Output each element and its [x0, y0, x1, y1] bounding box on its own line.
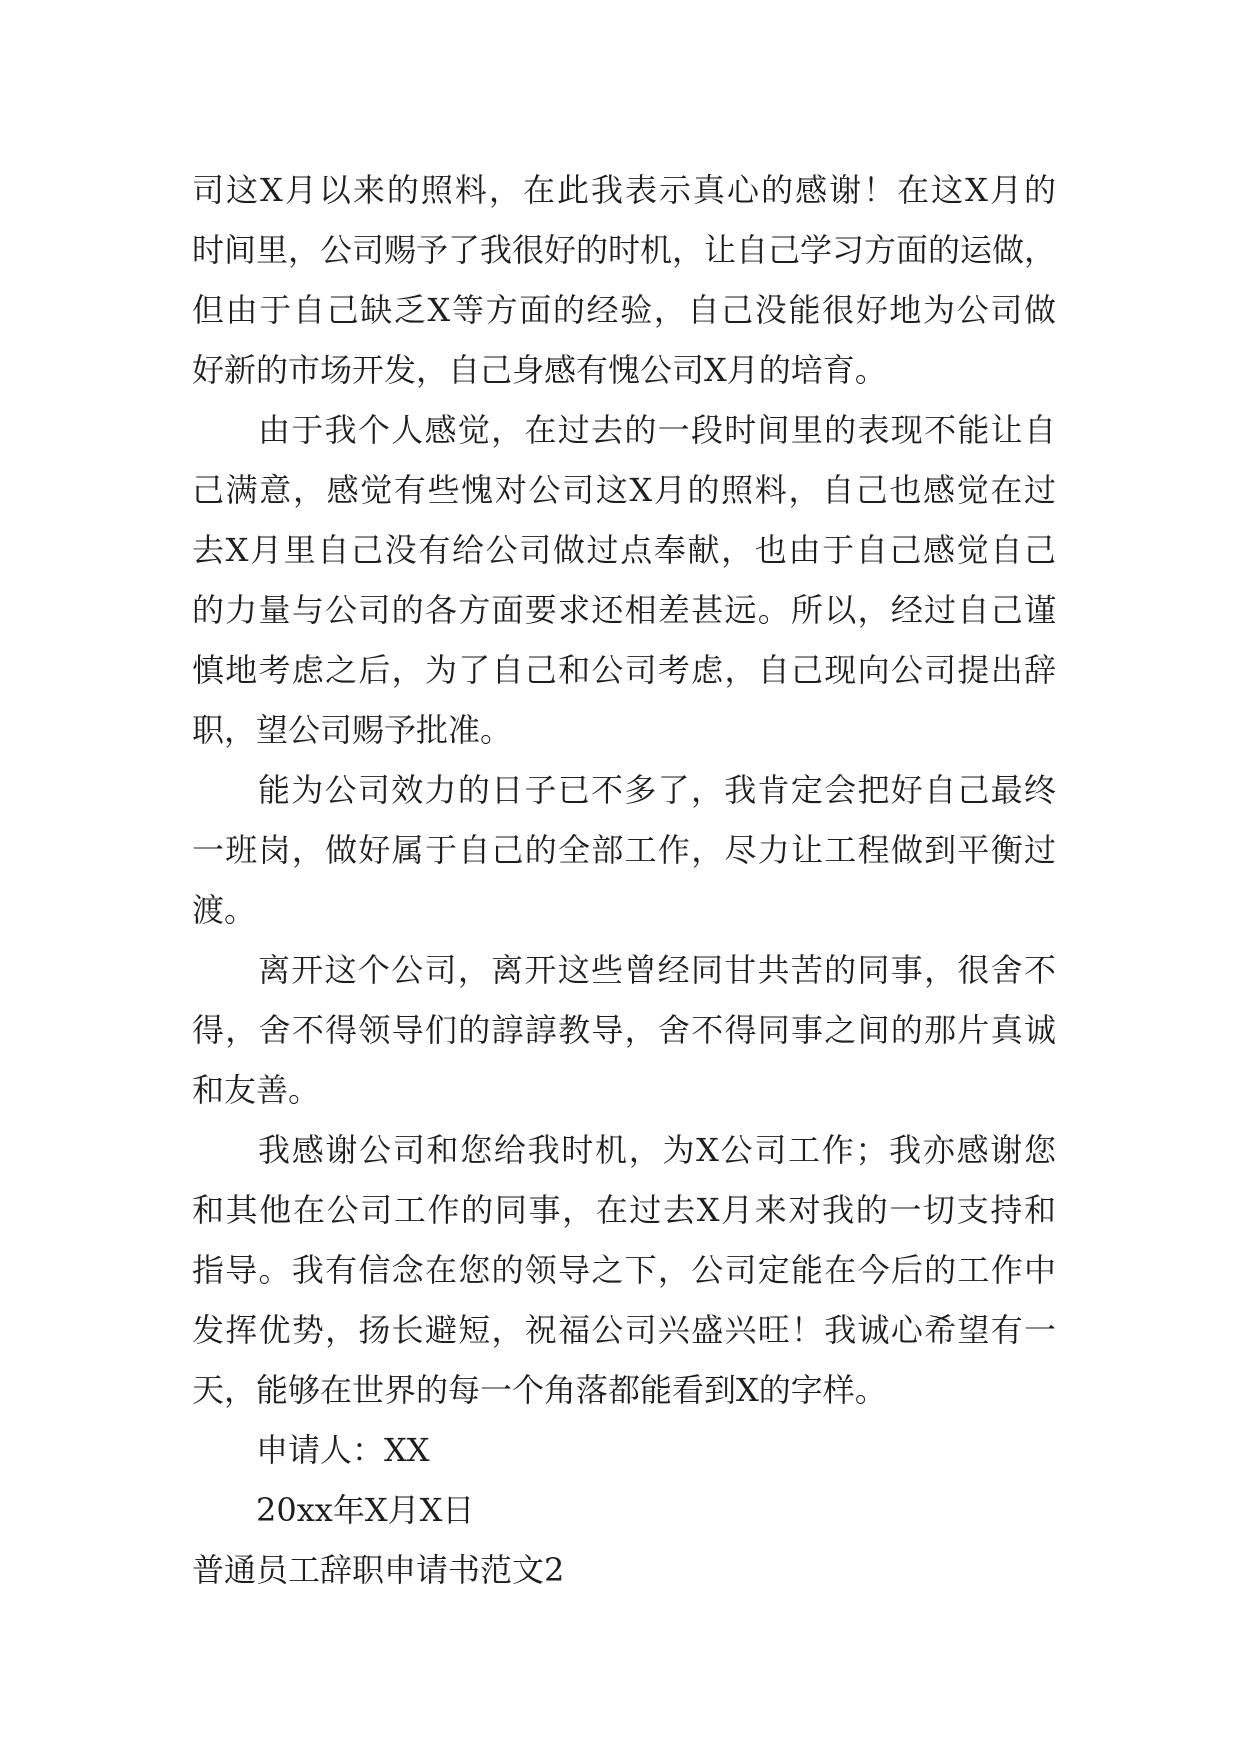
paragraph-line: 发挥优势，扬长避短，祝福公司兴盛兴旺！我诚心希望有一: [192, 1311, 1056, 1349]
paragraph-line: 己满意，感觉有些愧对公司这X月的照料，自己也感觉在过: [192, 471, 1056, 509]
paragraph-line: 和友善。: [192, 1071, 321, 1109]
paragraph-line: 去X月里自己没有给公司做过点奉献，也由于自己感觉自己: [192, 531, 1056, 569]
letter-body: [192, 160, 1056, 1600]
paragraph-line: 时间里，公司赐予了我很好的时机，让自己学习方面的运做，: [192, 231, 1057, 269]
paragraph-line: 离开这个公司，离开这些曾经同甘共苦的同事，很舍不: [258, 951, 1056, 989]
paragraph-line: 好新的市场开发，自己身感有愧公司X月的培育。: [192, 351, 887, 389]
paragraph-line: 慎地考虑之后，为了自己和公司考虑，自己现向公司提出辞: [192, 651, 1056, 689]
date-line: 20xx年X月X日: [256, 1491, 475, 1529]
paragraph-line: 我感谢公司和您给我时机，为X公司工作；我亦感谢您: [258, 1131, 1056, 1169]
paragraph-line: 指导。我有信念在您的领导之下，公司定能在今后的工作中: [192, 1251, 1056, 1289]
paragraph: [192, 160, 1056, 400]
paragraph-line: 得，舍不得领导们的諄諄教导，舍不得同事之间的那片真诚: [192, 1011, 1056, 1049]
paragraph: [192, 1120, 1056, 1420]
paragraph-line: 职，望公司赐予批准。: [192, 711, 513, 749]
paragraph-line: 的力量与公司的各方面要求还相差甚远。所以，经过自己谨: [192, 591, 1056, 629]
next-section-heading: 普通员工辞职申请书范文2: [192, 1551, 565, 1589]
paragraph: [192, 400, 1056, 760]
paragraph-line: 由于我个人感觉，在过去的一段时间里的表现不能让自: [258, 411, 1056, 449]
paragraph: [192, 940, 1056, 1120]
applicant-line: 申请人：XX: [256, 1431, 430, 1469]
signature-block: [192, 1420, 1056, 1540]
paragraph-line: 一班岗，做好属于自己的全部工作，尽力让工程做到平衡过: [192, 831, 1056, 869]
paragraph-line: 渡。: [192, 891, 257, 929]
paragraph-line: 能为公司效力的日子已不多了，我肯定会把好自己最终: [258, 771, 1056, 809]
paragraph-line: 但由于自己缺乏X等方面的经验，自己没能很好地为公司做: [192, 291, 1056, 329]
paragraph: [192, 760, 1056, 940]
paragraph-line: 和其他在公司工作的同事，在过去X月来对我的一切支持和: [192, 1191, 1056, 1229]
paragraph-line: 天，能够在世界的每一个角落都能看到X的字样。: [192, 1371, 887, 1409]
paragraph-line: 司这X月以来的照料，在此我表示真心的感谢！在这X月的: [192, 171, 1056, 209]
